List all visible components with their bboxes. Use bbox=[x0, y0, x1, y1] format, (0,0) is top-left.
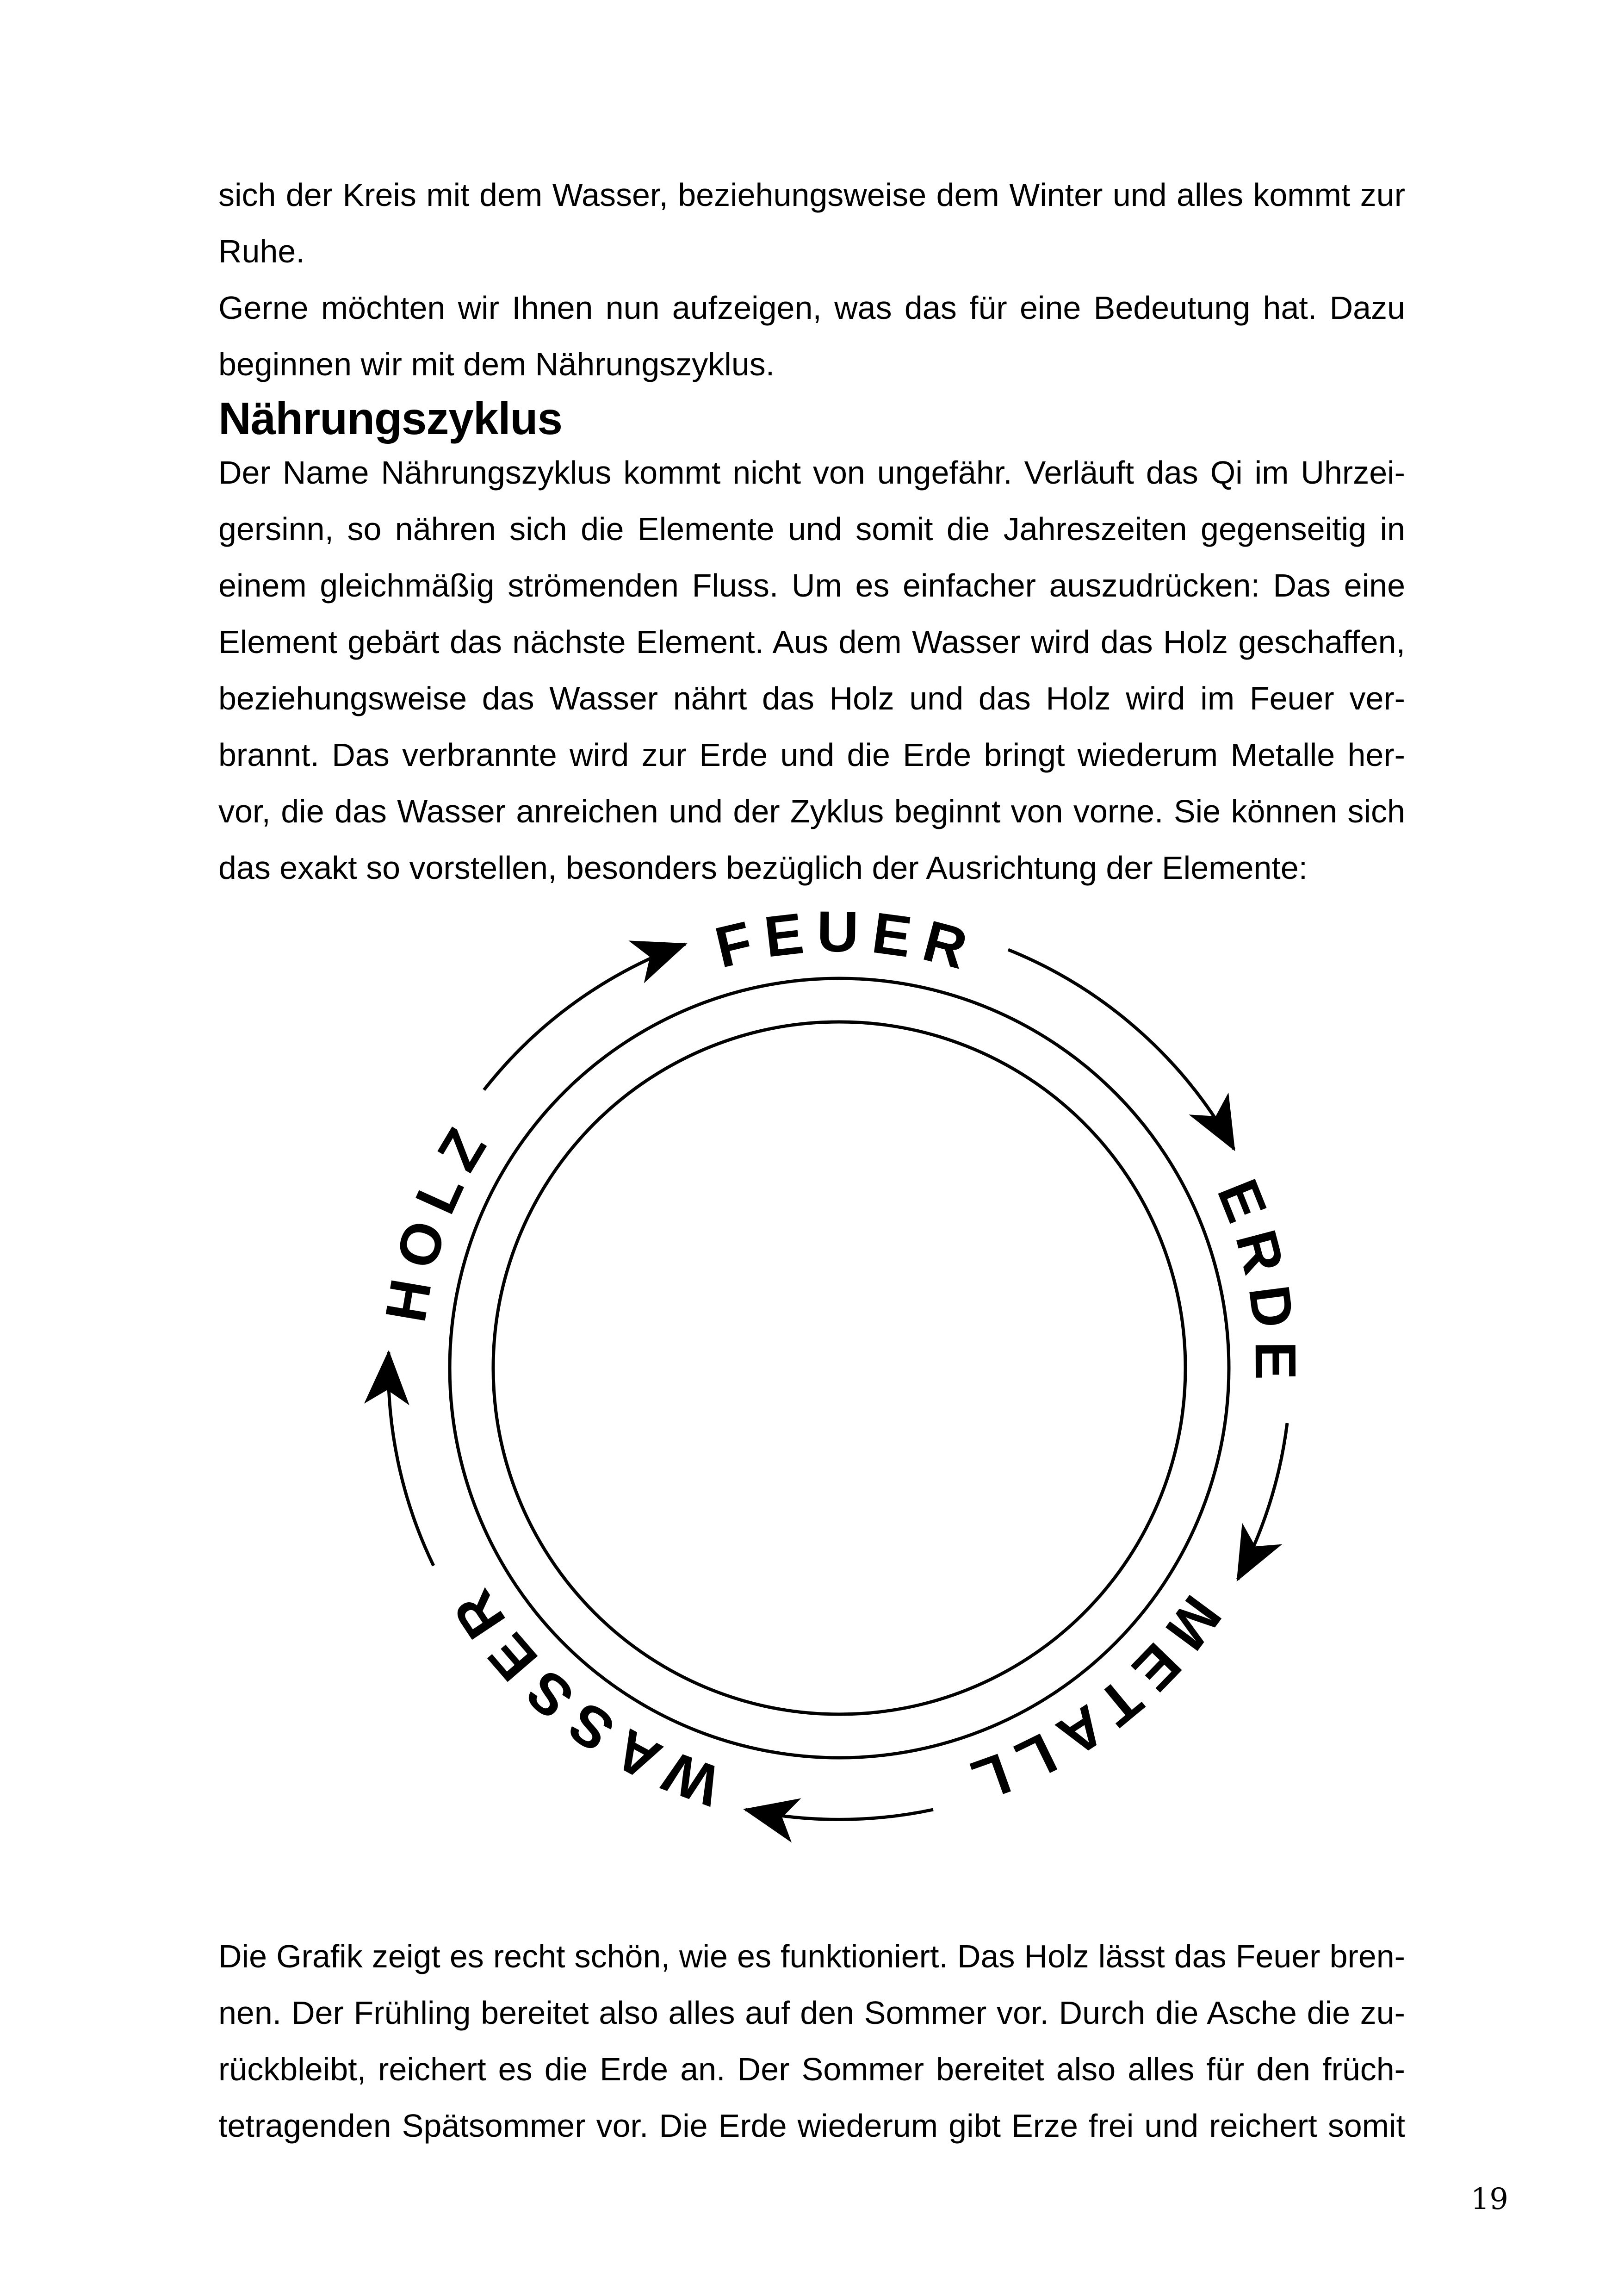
text-line: sich der Kreis mit dem Wasser, beziehungsweise dem Winter und alles kommt zur bbox=[218, 177, 1405, 213]
outer-circle bbox=[450, 978, 1229, 1758]
body-paragraph bbox=[218, 444, 1405, 896]
text-line: Der Name Nährungszyklus kommt nicht von ungefähr. Verläuft das Qi im Uhrzei- bbox=[218, 454, 1405, 491]
intro-paragraph bbox=[218, 167, 1405, 280]
text-line: vor, die das Wasser anreichen und der Zyklus beginnt von vorne. Sie können sich bbox=[218, 793, 1405, 829]
text-line: Gerne möchten wir Ihnen nun aufzeigen, was das für eine Bedeutung hat. Dazu bbox=[218, 290, 1405, 326]
page-number: 19 bbox=[1470, 2182, 1508, 2216]
label-holz: HOLZ bbox=[373, 1108, 505, 1327]
text-line: rückbleibt, reichert es die Erde an. Der Sommer bereitet also alles für den früch- bbox=[218, 2051, 1405, 2087]
text-line: Die Grafik zeigt es recht schön, wie es funktioniert. Das Holz lässt das Feuer bren- bbox=[218, 1938, 1405, 1974]
text-line: nen. Der Frühling bereitet also alles auf den Sommer vor. Durch die Asche die zu- bbox=[218, 1995, 1405, 2031]
text-line: das exakt so vorstellen, besonders bezüglich der Ausrichtung der Elemente: bbox=[218, 850, 1308, 886]
label-wasser: WASSER bbox=[434, 1569, 729, 1818]
five-elements-cycle-diagram bbox=[324, 865, 1356, 1888]
text-line: Element gebärt das nächste Element. Aus dem Wasser wird das Holz geschaffen, bbox=[218, 624, 1405, 660]
label-feuer: FEUER bbox=[709, 899, 985, 984]
label-erde: ERDE bbox=[1205, 1170, 1308, 1392]
arrow-wasser-to-holz bbox=[388, 1352, 434, 1566]
inner-circle bbox=[493, 1022, 1185, 1714]
closing-paragraph bbox=[218, 1928, 1405, 2154]
arrow-feuer-to-erde bbox=[1008, 950, 1234, 1149]
arrow-metall-to-wasser bbox=[745, 1810, 933, 1819]
lead-paragraph bbox=[218, 280, 1405, 392]
text-line: Ruhe. bbox=[218, 233, 305, 269]
arrow-erde-to-metall bbox=[1238, 1423, 1287, 1580]
label-metall: METALL bbox=[953, 1584, 1234, 1817]
text-line: beziehungsweise das Wasser nährt das Holz und das Holz wird im Feuer ver- bbox=[218, 680, 1405, 716]
text-line: einem gleichmäßig strömenden Fluss. Um es einfacher auszudrücken: Das eine bbox=[218, 567, 1405, 604]
arrow-holz-to-feuer bbox=[484, 944, 685, 1090]
text-line: brannt. Das verbrannte wird zur Erde und die Erde bringt wiederum Metalle her- bbox=[218, 737, 1405, 773]
text-line: gersinn, so nähren sich die Elemente und somit die Jahreszeiten gegenseitig in bbox=[218, 511, 1405, 547]
section-heading: Nährungszyklus bbox=[218, 393, 562, 444]
text-line: beginnen wir mit dem Nährungszyklus. bbox=[218, 346, 775, 382]
text-line: tetragenden Spätsommer vor. Die Erde wiederum gibt Erze frei und reichert somit bbox=[218, 2108, 1405, 2144]
